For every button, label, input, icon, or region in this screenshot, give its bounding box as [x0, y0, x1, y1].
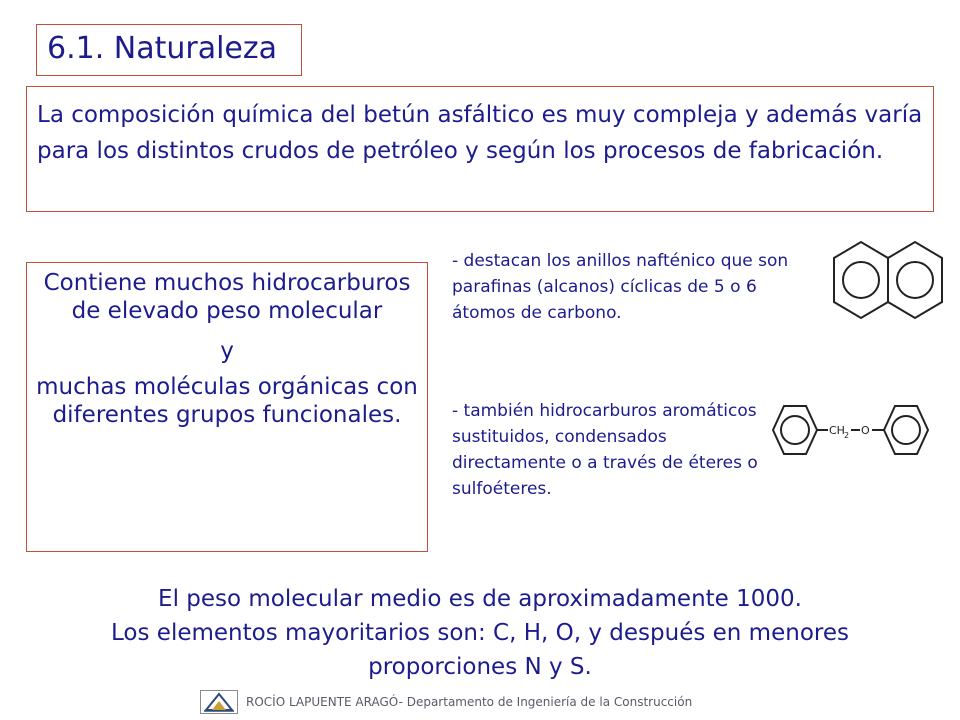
title-box	[36, 24, 302, 76]
contains-line-1: Contiene muchos hidrocarburos de elevado peso molecular	[43, 270, 411, 324]
note-naphthenic-rings: - destacan los anillos nafténico que son parafinas (alcanos) cíclicas de 5 o 6 átomos de carbono.	[452, 251, 789, 323]
benzyl-phenyl-ether-structure-icon	[760, 398, 950, 462]
oxygen-label: O	[861, 424, 870, 437]
contains-line-2: muchas moléculas orgánicas con diferentes grupos funcionales.	[36, 374, 418, 428]
conclusion	[40, 582, 920, 684]
naphthalene-structure-icon	[826, 240, 950, 330]
footer-credit: ROCÍO LAPUENTE ARAGÓ- Departamento de Ingeniería de la Construcción	[246, 695, 693, 709]
ch2-label: CH	[829, 424, 845, 437]
note-aromatic-hydrocarbons: - también hidrocarburos aromáticos sustituidos, condensados directamente o a través de éteres o sulfoéteres.	[452, 401, 758, 499]
footer	[200, 690, 800, 714]
intro-box	[26, 86, 934, 212]
conclusion-line-2: Los elementos mayoritarios son: C, H, O, y después en menores proporciones N y S.	[111, 620, 849, 680]
intro-paragraph: La composición química del betún asfáltico es muy compleja y además varía para los distintos crudos de petróleo y según los procesos de fabricación.	[37, 102, 923, 164]
university-logo-icon	[200, 690, 238, 714]
contains-conjunction: y	[220, 338, 234, 364]
contains-box	[26, 262, 428, 552]
conclusion-line-1: El peso molecular medio es de aproximadamente 1000.	[158, 586, 802, 612]
ch2-subscript: 2	[844, 431, 850, 440]
page-title: 6.1. Naturaleza	[47, 31, 278, 66]
